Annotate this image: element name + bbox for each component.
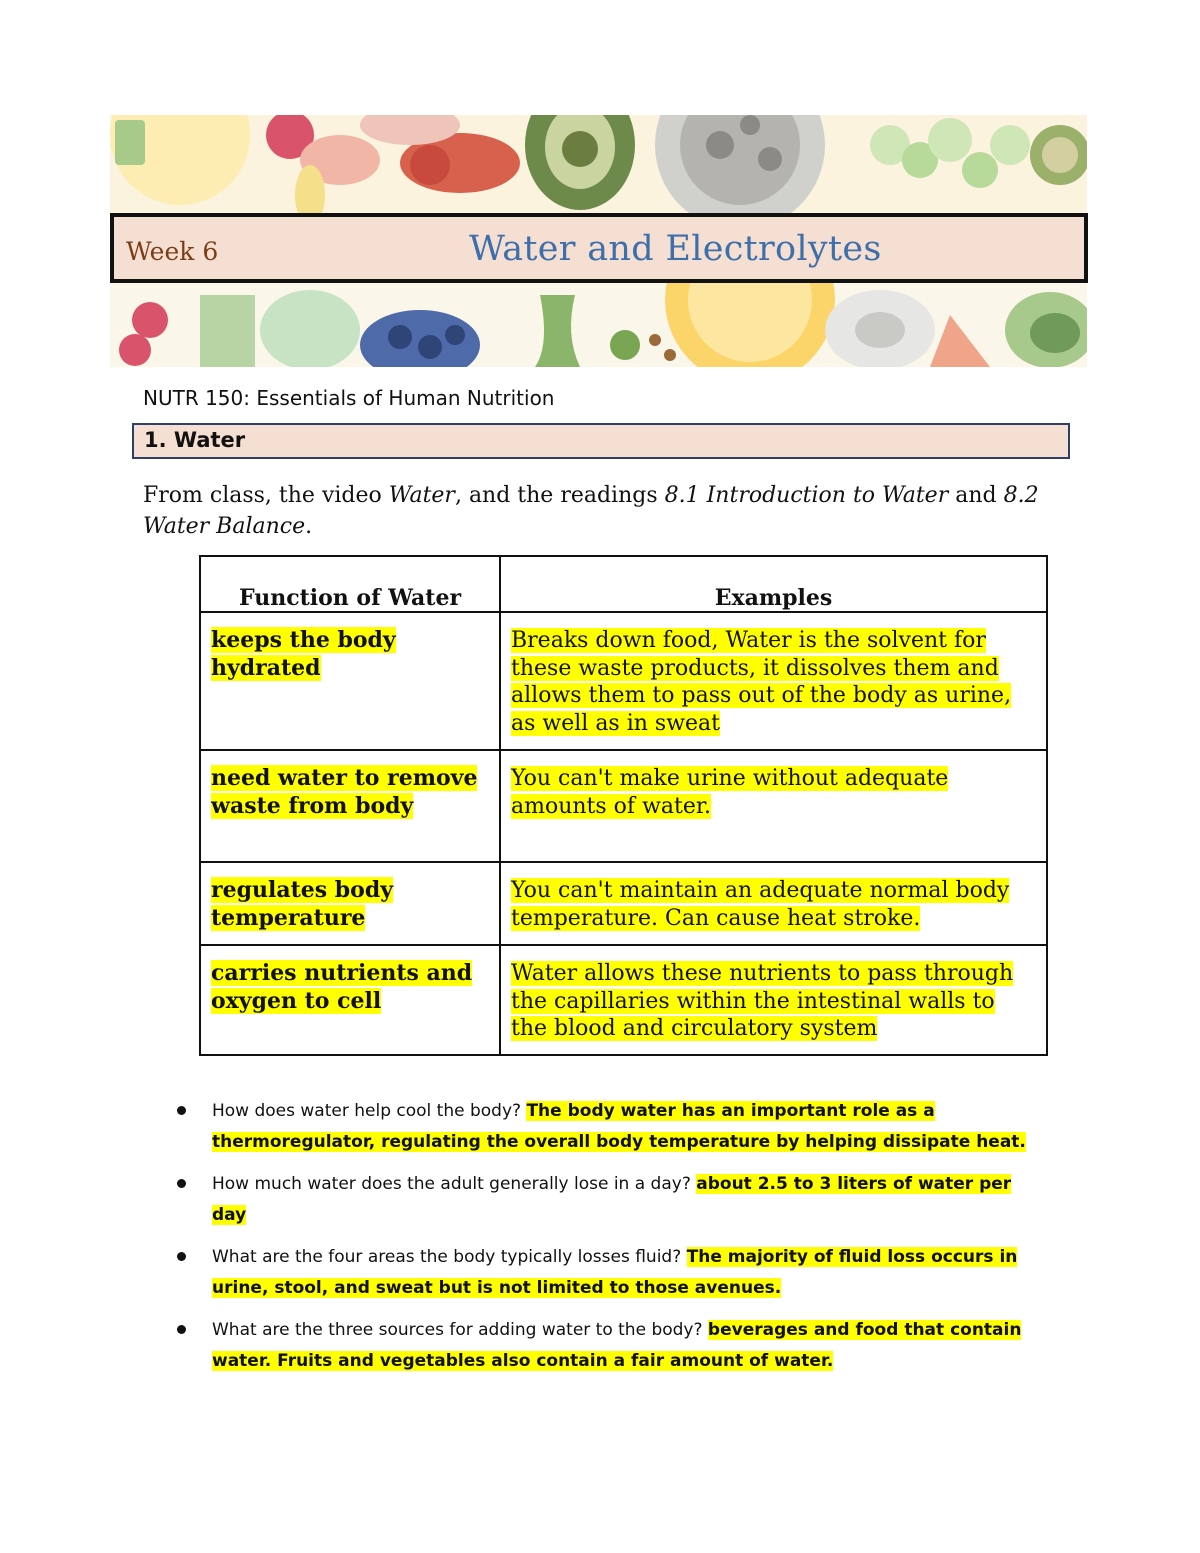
page-title: Water and Electrolytes <box>469 229 882 269</box>
example-cell <box>500 945 1047 1055</box>
answer-text: The majority of fluid loss occurs in urine, stool, and sweat but is not limited to those avenues. <box>212 1247 1018 1298</box>
function-cell <box>200 862 500 945</box>
function-cell <box>200 945 500 1055</box>
question-list <box>170 1096 1050 1388</box>
bullet-icon <box>177 1252 186 1261</box>
bullet-icon <box>177 1106 186 1115</box>
example-text: Water allows these nutrients to pass through the capillaries within the intestinal walls to the blood and circulatory system <box>511 961 1014 1041</box>
example-text: Breaks down food, Water is the solvent for these waste products, it dissolves them and allows them to pass out of the body as urine, as well as in sweat <box>511 628 1012 736</box>
example-cell <box>500 750 1047 862</box>
example-cell <box>500 612 1047 750</box>
example-text: You can't maintain an adequate normal body temperature. Can cause heat stroke. <box>511 878 1010 931</box>
list-item <box>170 1096 1050 1158</box>
question-text: What are the four areas the body typically losses fluid? <box>212 1247 687 1267</box>
intro-text-3: and <box>948 483 1004 508</box>
list-item <box>170 1169 1050 1231</box>
function-text: need water to remove waste from body <box>211 765 478 819</box>
question-text: How much water does the adult generally lose in a day? <box>212 1174 697 1194</box>
water-functions-table <box>199 555 1048 1056</box>
intro-reading-2: 8.2 Water Balance <box>143 483 1039 539</box>
title-box <box>110 213 1088 283</box>
function-text: keeps the body hydrated <box>211 627 396 681</box>
week-label: Week 6 <box>126 237 219 266</box>
answer-text: beverages and food that contain water. Fruits and vegetables also contain a fair amount of water. <box>212 1320 1022 1371</box>
example-cell <box>500 862 1047 945</box>
function-text: carries nutrients and oxygen to cell <box>211 960 473 1014</box>
section-header <box>132 423 1070 459</box>
intro-text-2: , and the readings <box>454 483 665 508</box>
function-cell <box>200 750 500 862</box>
answer-text: about 2.5 to 3 liters of water per day <box>212 1174 1012 1225</box>
header-function: Function of Water <box>200 556 500 612</box>
header-examples: Examples <box>500 556 1047 612</box>
list-item <box>170 1315 1050 1377</box>
table-header-row <box>200 556 1047 612</box>
example-text: You can't make urine without adequate amounts of water. <box>511 766 949 819</box>
question-text: How does water help cool the body? <box>212 1101 527 1121</box>
intro-paragraph <box>143 480 1073 542</box>
intro-text-1: From class, the video <box>143 483 389 508</box>
bullet-icon <box>177 1325 186 1334</box>
list-item <box>170 1242 1050 1304</box>
table-row <box>200 945 1047 1055</box>
function-cell <box>200 612 500 750</box>
table-row <box>200 612 1047 750</box>
course-name: NUTR 150: Essentials of Human Nutrition <box>143 386 555 410</box>
question-text: What are the three sources for adding water to the body? <box>212 1320 708 1340</box>
table-row <box>200 862 1047 945</box>
function-text: regulates body temperature <box>211 877 394 931</box>
intro-text-4: . <box>305 514 313 539</box>
intro-video: Water <box>388 483 455 508</box>
section-title: 1. Water <box>144 428 246 452</box>
intro-reading-1: 8.1 Introduction to Water <box>664 483 949 508</box>
table-row <box>200 750 1047 862</box>
answer-text: The body water has an important role as a thermoregulator, regulating the overall body temperature by helping dissipate heat. <box>212 1101 1026 1152</box>
bullet-icon <box>177 1179 186 1188</box>
